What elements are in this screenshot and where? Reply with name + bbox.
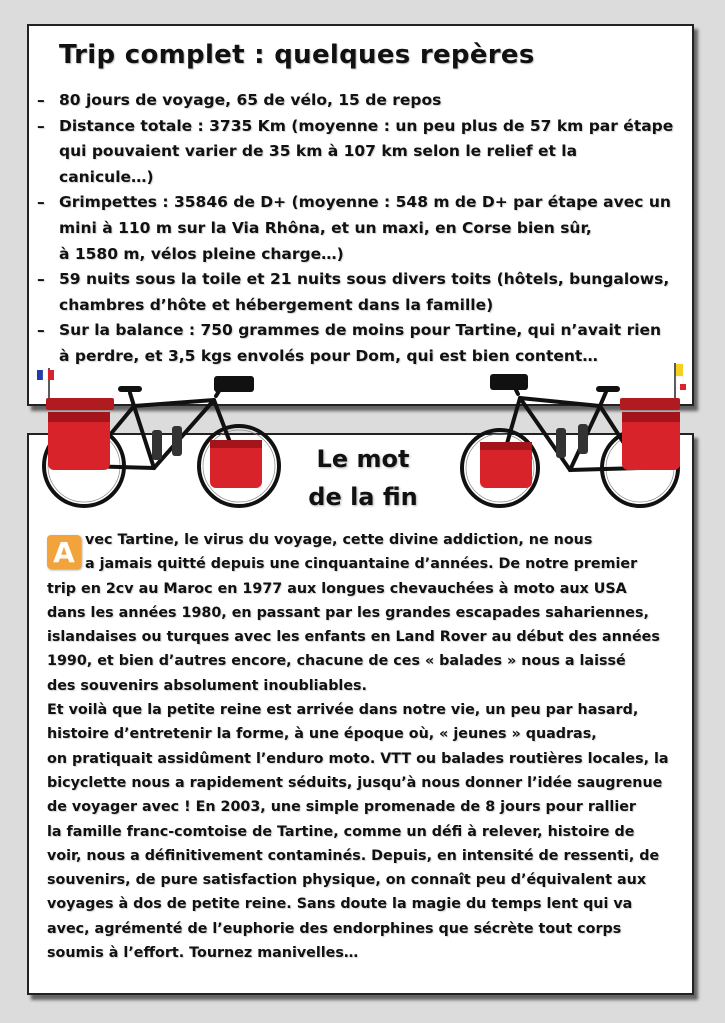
conclusion-title-line2: de la fin bbox=[308, 483, 418, 511]
bullet-line: chambres d’hôte et hébergement dans la famille) bbox=[59, 295, 494, 314]
body-text-line: avec, agrémenté de l’euphorie des endorphines que sécrète tout corps bbox=[47, 920, 622, 937]
body-text-line: des souvenirs absolument inoubliables. bbox=[47, 677, 367, 694]
bullet-dash-icon: – bbox=[37, 321, 45, 340]
bullet-line: qui pouvaient varier de 35 km à 107 km selon le relief et la bbox=[59, 142, 578, 161]
bullet-dash-icon: – bbox=[37, 116, 45, 135]
body-text-line: on pratiquait assidûment l’enduro moto. VTT ou balades routières locales, la bbox=[47, 750, 669, 767]
bullet-line: 80 jours de voyage, 65 de vélo, 15 de repos bbox=[59, 91, 442, 109]
body-text-line: bicyclette nous a rapidement séduits, jusqu’à nous donner l’idée saugrenue bbox=[47, 774, 663, 791]
body-text-line: voyages à dos de petite reine. Sans doute la magie du temps lent qui va bbox=[47, 896, 633, 913]
bullet-dash-icon: – bbox=[37, 91, 45, 109]
body-text-line: trip en 2cv au Maroc en 1977 aux longues chevauchées à moto aux USA bbox=[47, 580, 627, 597]
body-text-line: Et voilà que la petite reine est arrivée dans notre vie, un peu par hasard, bbox=[47, 702, 639, 719]
body-text-line: islandaises ou turques avec les enfants en Land Rover au début des années bbox=[47, 629, 660, 646]
conclusion-title-line1: Le mot bbox=[316, 445, 410, 473]
summary-bullet-list bbox=[37, 88, 687, 370]
body-text-line: dans les années 1980, en passant par les grandes escapades sahariennes, bbox=[47, 604, 649, 621]
bullet-line: Sur la balance : 750 grammes de moins pour Tartine, qui n’avait rien bbox=[59, 321, 662, 340]
conclusion-title bbox=[300, 440, 426, 516]
summary-title: Trip complet : quelques repères bbox=[59, 40, 535, 70]
summary-panel bbox=[27, 24, 694, 406]
flag-blue-stripe bbox=[37, 370, 43, 380]
bullet-line: à perdre, et 3,5 kgs envolés pour Dom, qui est bien content… bbox=[59, 346, 598, 365]
bicycle-left-illustration bbox=[34, 358, 284, 518]
bullet-line: à 1580 m, vélos pleine charge…) bbox=[59, 244, 344, 263]
summary-bullet-item bbox=[37, 267, 687, 318]
body-text-line: souvenirs, de pure satisfaction physique, on connaît peu d’équivalent aux bbox=[47, 872, 647, 889]
flag-yellow-stripe bbox=[676, 364, 683, 376]
bullet-line: canicule…) bbox=[59, 167, 154, 186]
bullet-line: Distance totale : 3735 Km (moyenne : un peu plus de 57 km par étape bbox=[59, 116, 674, 135]
bullet-line: 59 nuits sous la toile et 21 nuits sous divers toits (hôtels, bungalows, bbox=[59, 270, 670, 289]
body-text-line: a jamais quitté depuis une cinquantaine d’années. De notre premier bbox=[85, 556, 638, 573]
summary-bullet-item bbox=[37, 114, 687, 191]
summary-bullet-item bbox=[37, 190, 687, 267]
bicycle-right-illustration bbox=[460, 358, 690, 518]
summary-bullet-item bbox=[37, 88, 687, 114]
body-text-line: 1990, et bien d’autres encore, chacune de ces « balades » nous a laissé bbox=[47, 653, 626, 670]
bullet-line: Grimpettes : 35846 de D+ (moyenne : 548 m de D+ par étape avec un bbox=[59, 193, 671, 212]
body-text-line: voir, nous a définitivement contaminés. Depuis, en intensité de ressenti, de bbox=[47, 847, 660, 864]
conclusion-body-text bbox=[47, 528, 687, 965]
bullet-dash-icon: – bbox=[37, 193, 45, 212]
body-text-line: de voyager avec ! En 2003, une simple promenade de 8 jours pour rallier bbox=[47, 799, 636, 816]
body-text-line: soumis à l’effort. Tournez manivelles… bbox=[47, 945, 359, 962]
body-text-line: la famille franc-comtoise de Tartine, comme un défi à relever, histoire de bbox=[47, 823, 635, 840]
body-text-line: vec Tartine, le virus du voyage, cette divine addiction, ne nous bbox=[85, 532, 593, 548]
body-text-line: histoire d’entretenir la forme, à une époque où, « jeunes » quadras, bbox=[47, 726, 597, 743]
bullet-dash-icon: – bbox=[37, 270, 45, 289]
bullet-line: mini à 110 m sur la Via Rhôna, et un maxi, en Corse bien sûr, bbox=[59, 218, 592, 237]
drop-cap-letter: A bbox=[47, 535, 81, 569]
